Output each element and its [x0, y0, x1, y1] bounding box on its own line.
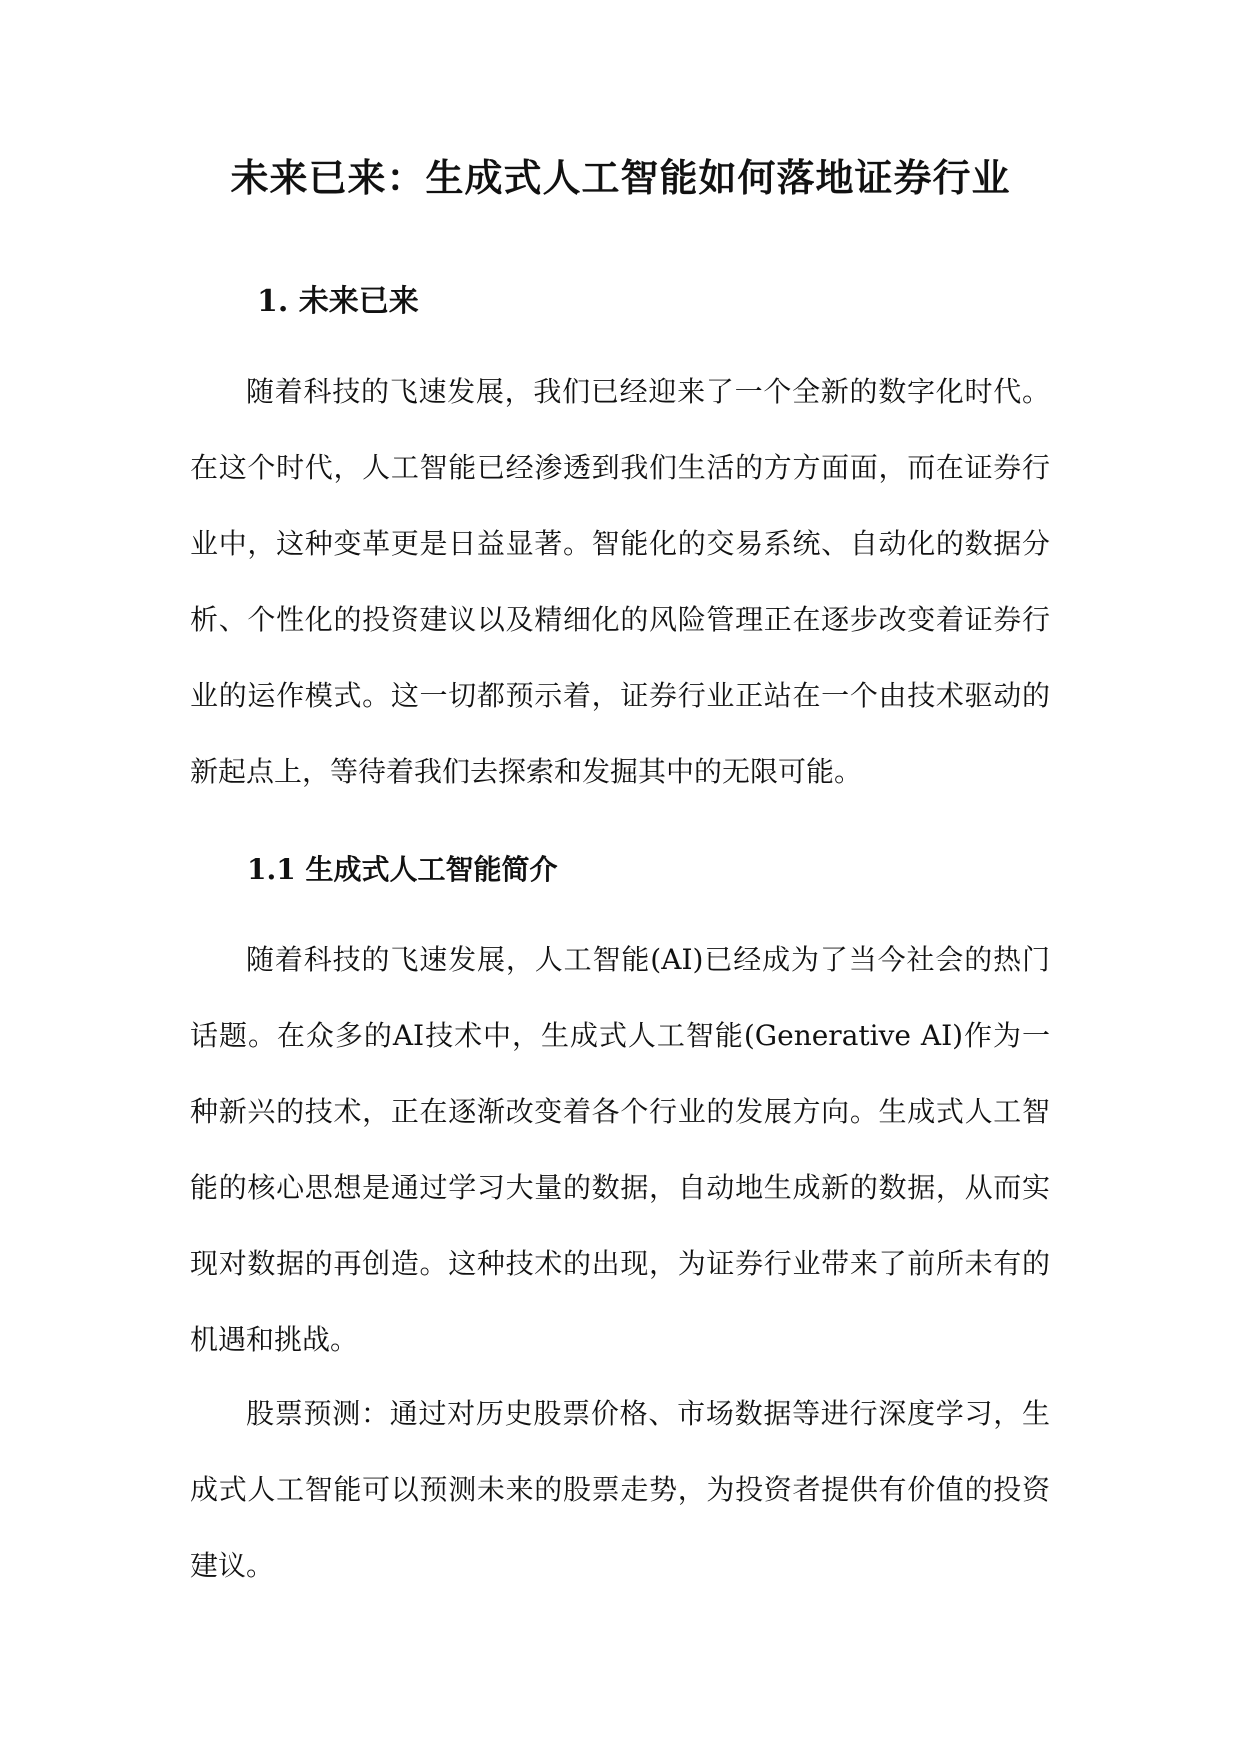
section-1-1-paragraph-1: 随着科技的飞速发展，人工智能(AI)已经成为了当今社会的热门话题。在众多的AI技术中，生成式人工智能(Generative AI)作为一种新兴的技术，正在逐渐改变着各个行业的发展方向。生成式人工智能的核心思想是通过学习大量的数据，自动地生成新的数据，从而实现对数据的再创造。这种技术的出现，为证券行业带来了前所未有的机遇和挑战。: [190, 943, 1050, 1356]
section-heading-1: 1. 未来已来: [257, 284, 419, 319]
section-heading-1-1: 1.1 生成式人工智能简介: [247, 853, 558, 886]
section-1-1-paragraph-2: 股票预测：通过对历史股票价格、市场数据等进行深度学习，生成式人工智能可以预测未来的股票走势，为投资者提供有价值的投资建议。: [190, 1397, 1050, 1582]
document-title: 未来已来：生成式人工智能如何落地证券行业: [230, 155, 1011, 200]
section-1-paragraph: 随着科技的飞速发展，我们已经迎来了一个全新的数字化时代。在这个时代，人工智能已经渗透到我们生活的方方面面，而在证券行业中，这种变革更是日益显著。智能化的交易系统、自动化的数据分析、个性化的投资建议以及精细化的风险管理正在逐步改变着证券行业的运作模式。这一切都预示着，证券行业正站在一个由技术驱动的新起点上，等待着我们去探索和发掘其中的无限可能。: [190, 375, 1050, 788]
